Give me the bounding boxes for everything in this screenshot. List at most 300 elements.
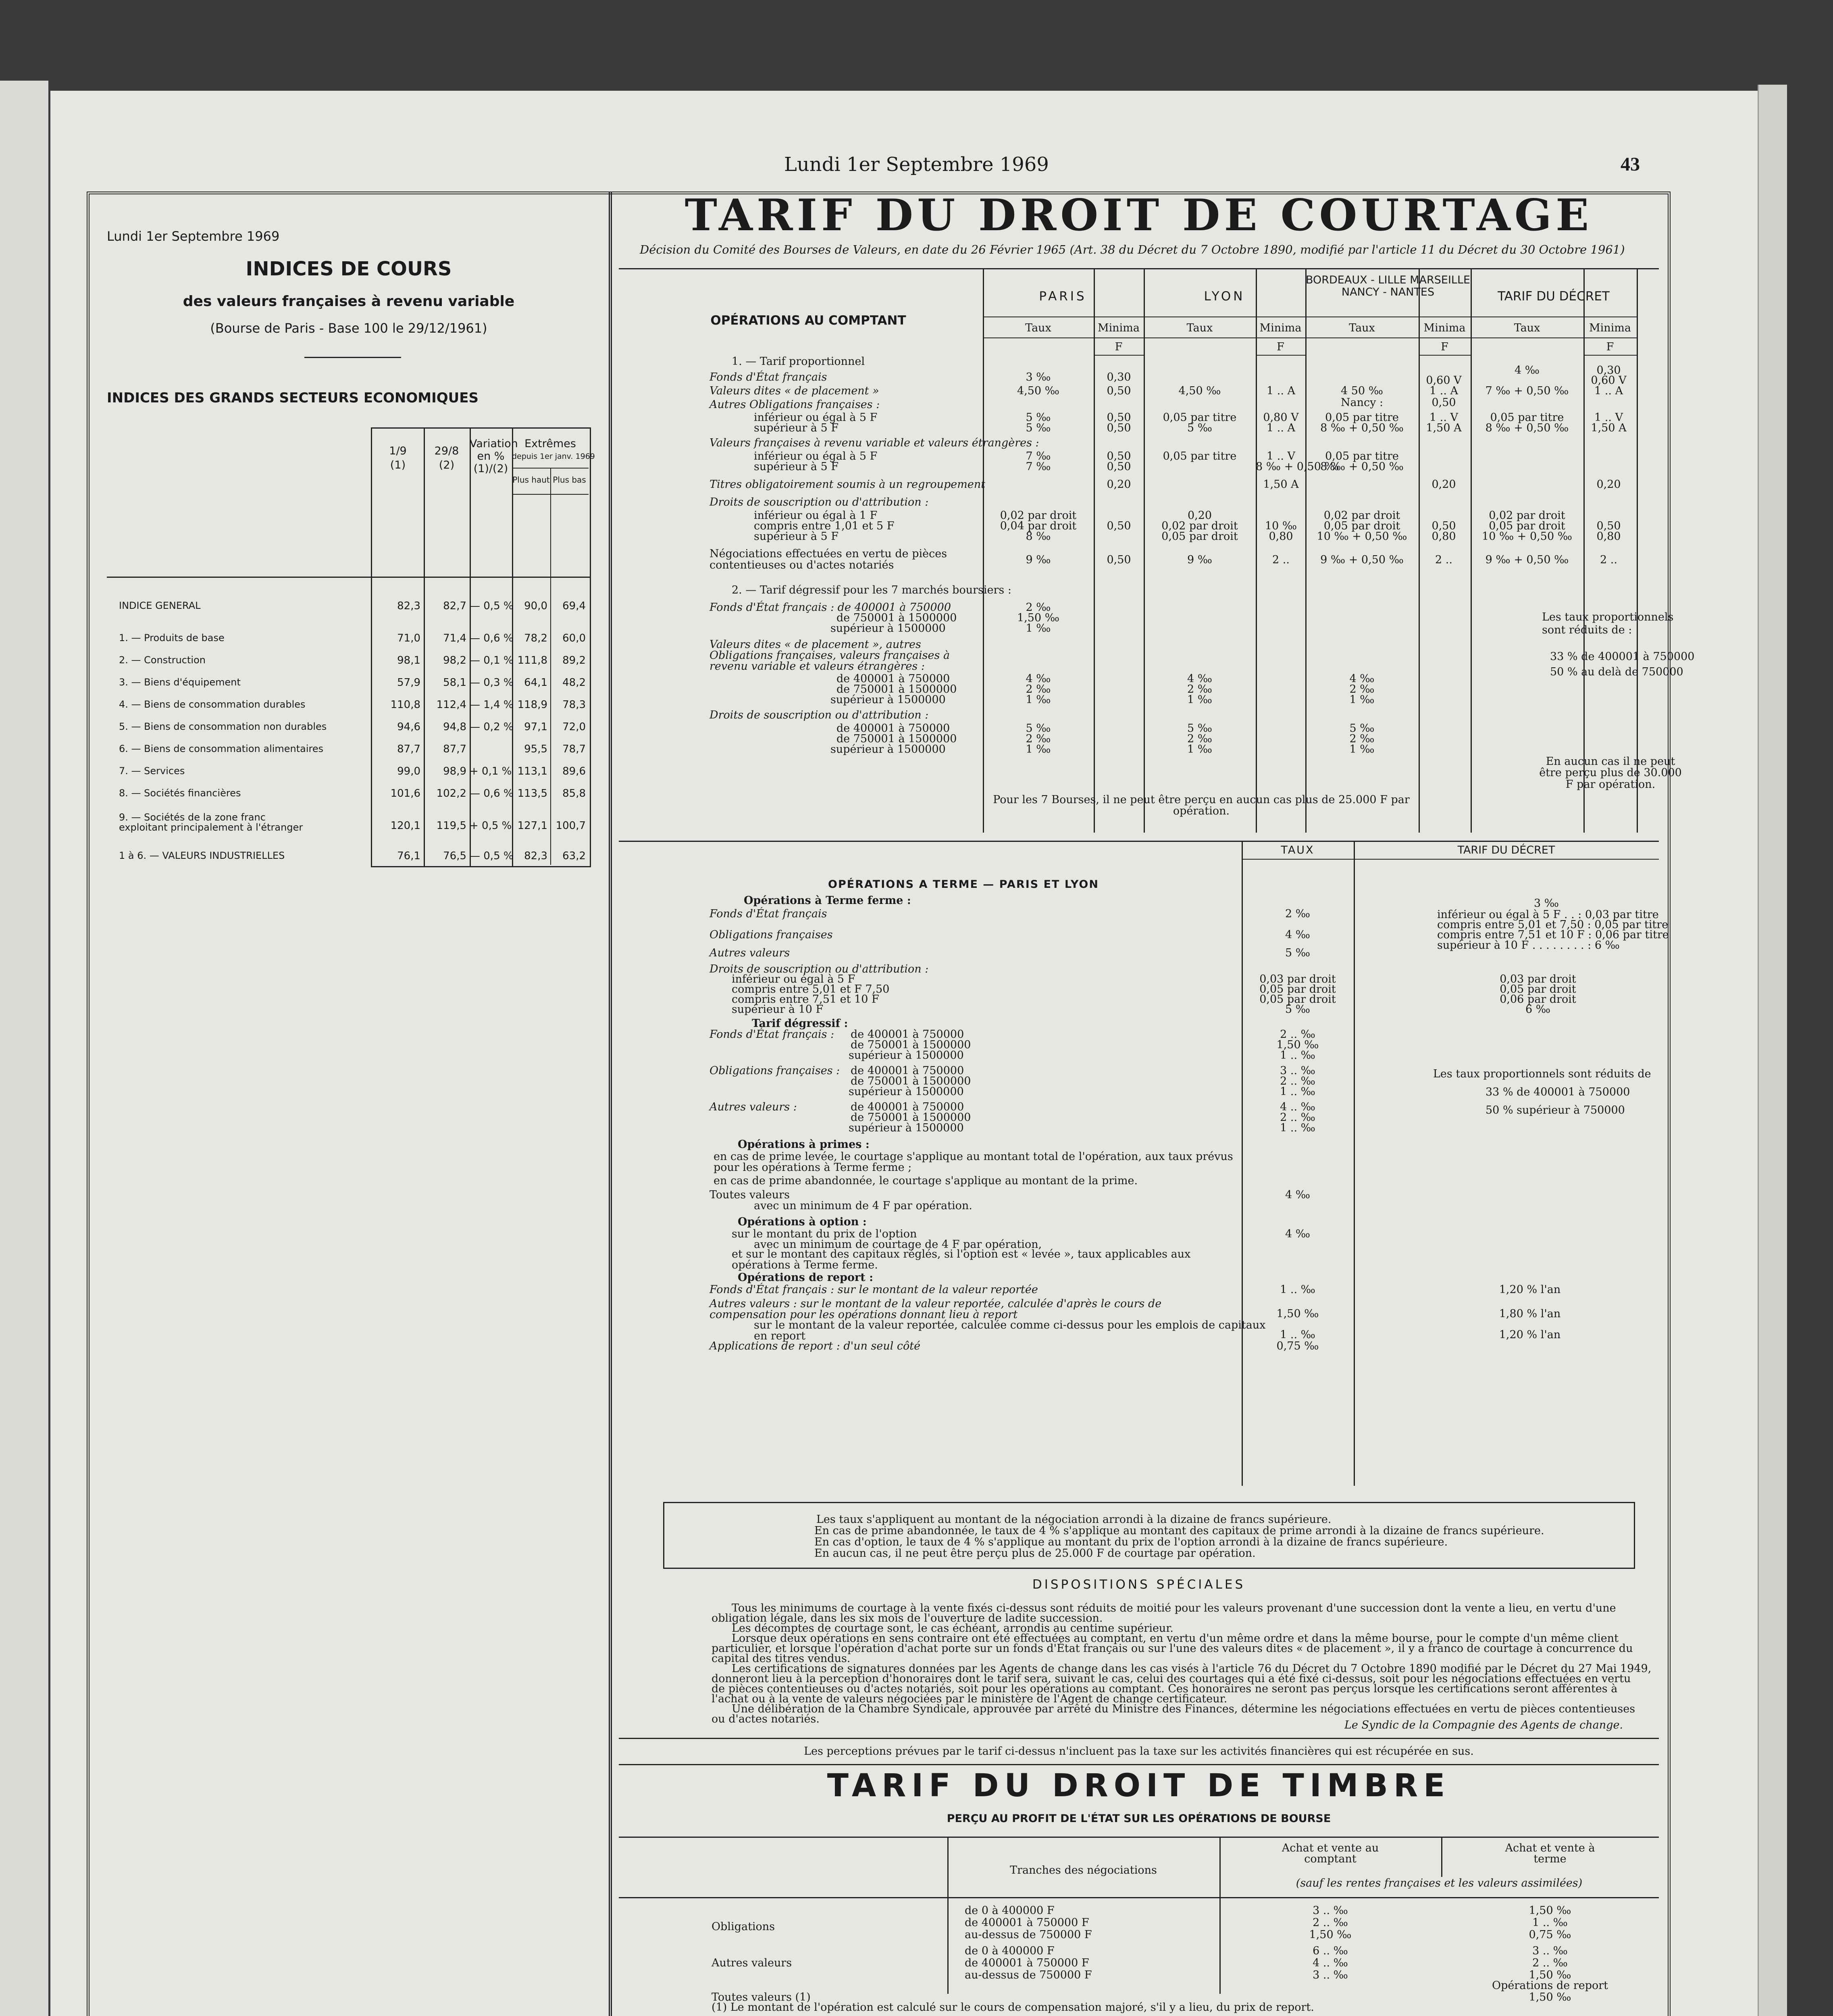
courtage-title: TARIF DU DROIT DE COURTAGE: [685, 190, 1593, 241]
index-row-label: 5. — Biens de consommation non durables: [119, 721, 327, 732]
index-row-v2: 112,4: [436, 699, 466, 711]
comptant-cell-lyon: 0,02 par droit: [1161, 520, 1238, 532]
label-101: compris entre 1,01 et 5 F: [754, 520, 895, 532]
terme-degr-group: Fonds d'État français :: [709, 1028, 834, 1041]
label-sup5: supérieur à 5 F: [754, 422, 839, 434]
comptant-cell-paris: 0,30: [1107, 371, 1131, 383]
comptant-cell-bordeaux: 0,50: [1431, 520, 1456, 532]
terme-degr-taux: 1,50 ‰: [1276, 1039, 1319, 1051]
rule: [619, 268, 1659, 269]
speciales-signature: Le Syndic de la Compagnie des Agents de change.: [1344, 1719, 1623, 1731]
index-row-high: 90,0: [524, 600, 547, 612]
comptant-cell-lyon: 2 ..: [1272, 554, 1290, 566]
comptant-cell-paris: 0,50: [1107, 422, 1131, 434]
terme-degr-taux: 4 .. ‰: [1280, 1101, 1315, 1113]
col-29-8-sub: (2): [439, 459, 455, 471]
speciales-line: ou d'actes notariés.: [712, 1713, 820, 1725]
terme-degr-group: Obligations françaises :: [709, 1064, 840, 1077]
note-box-line: Les taux s'appliquent au montant de la négociation arrondi à la dizaine de francs supérieure.: [816, 1513, 1332, 1526]
index-row-v1: 110,8: [390, 699, 420, 711]
col-variation: Variation: [470, 437, 518, 450]
terme-report-decret: 1,20 % l'an: [1499, 1283, 1561, 1296]
timbre-oblig-comptant: 1,50 ‰: [1309, 1929, 1352, 1941]
degr-paris: 2 ‰: [1026, 733, 1051, 745]
terme-line-taux: 4 ‰: [1285, 929, 1310, 941]
note-box-line: En cas de prime abandonnée, le taux de 4 % s'applique au montant des capitaux de prime arrondi à la dizaine de francs supérieure.: [814, 1524, 1544, 1537]
comptant-cell-paris: 5 ‰: [1026, 411, 1051, 424]
comptant-cell-bordeaux: 0,80: [1431, 530, 1456, 543]
comptant-cell-lyon: 1,50 A: [1263, 478, 1299, 491]
index-row-high: 113,1: [517, 765, 547, 777]
minima-label: Minima: [1097, 322, 1140, 334]
label-sup5c: supérieur à 5 F: [754, 530, 839, 543]
label-750: de 750001 à 1500000: [836, 612, 957, 624]
comptant-cell-lyon: 0,05 par titre: [1163, 450, 1237, 462]
index-row-high: 78,2: [524, 632, 547, 644]
index-row-high: 111,8: [517, 654, 547, 666]
index-row-low: 78,7: [562, 743, 586, 755]
terme-ferme: Opérations à Terme ferme :: [744, 894, 911, 907]
col-plus-haut: Plus haut: [512, 475, 550, 485]
label-sup15c: supérieur à 1500000: [830, 743, 946, 756]
index-row-low: 48,2: [562, 677, 586, 689]
rule: [1637, 268, 1638, 833]
terme-option-1: sur le montant du prix de l'option: [732, 1228, 917, 1240]
rule: [1094, 355, 1144, 356]
comptant-cell-lyon: 10 ‰: [1265, 520, 1297, 532]
col-rule: [512, 427, 513, 866]
index-row-v1: 87,7: [397, 743, 420, 755]
rule: [1354, 841, 1355, 1486]
comptant-cell-bordeaux: 8 ‰ + 0,50 ‰: [1320, 460, 1404, 473]
terme-souscr-decret: 6 ‰: [1525, 1003, 1550, 1016]
degr-50: 50 % au delà de 750000: [1550, 666, 1683, 678]
terme-decret-ferme: compris entre 7,51 et 10 F : 0,06 par titre: [1437, 929, 1669, 941]
terme-degr-tranche: de 750001 à 1500000: [851, 1075, 971, 1087]
timbre-tranche: au-dessus de 750000 F: [965, 1929, 1092, 1941]
comptant-cell-decret: 0,05 par titre: [1490, 411, 1564, 424]
timbre-autres-comptant: 6 .. ‰: [1313, 1945, 1348, 1957]
terme-souscr-taux: 0,05 par droit: [1259, 983, 1336, 996]
terme-title: OPÉRATIONS A TERME — PARIS ET LYON: [828, 878, 1099, 891]
col-bordeaux: BORDEAUX - LILLE MARSEILLE NANCY - NANTES: [1305, 274, 1471, 298]
col-extremes: Extrêmes: [524, 437, 576, 450]
taxe-note: Les perceptions prévues par le tarif ci-dessus n'incluent pas la taxe sur les activités financières qui est récupérée en sus.: [804, 1745, 1474, 1758]
terme-col-decret: TARIF DU DÉCRET: [1457, 844, 1555, 856]
terme-report-line: sur le montant de la valeur reportée, calculée comme ci-dessus pour les emplois de capitaux en report: [754, 1319, 1266, 1342]
ops-comptant-title: OPÉRATIONS AU COMPTANT: [710, 313, 906, 328]
label-vplac: Valeurs dites « de placement », autres Obligations françaises, valeurs françaises à revenu variable et valeurs étrangères :: [709, 638, 950, 673]
index-row-low: 89,6: [562, 765, 586, 777]
label-750b: de 750001 à 1500000: [836, 683, 957, 696]
comptant-cell-lyon: 1 .. A: [1266, 385, 1295, 397]
comptant-cell-paris: 0,50: [1107, 450, 1131, 462]
index-row-v1: 76,1: [397, 850, 420, 862]
terme-decret-ferme: 3 ‰: [1534, 897, 1559, 910]
index-row-v2: 87,7: [443, 743, 466, 755]
franc-label: F: [1441, 341, 1448, 353]
rule: [619, 841, 1659, 842]
terme-souscr-taux: 0,05 par droit: [1259, 993, 1336, 1006]
comptant-cell-paris: 0,20: [1107, 478, 1131, 491]
degr-lyon: 5 ‰: [1187, 722, 1212, 735]
comptant-cell-bordeaux: 0,60 V: [1426, 374, 1462, 387]
index-row-v1: 120,1: [390, 820, 420, 832]
timbre-h-terme: Achat et vente à terme: [1505, 1842, 1595, 1865]
speciales-line: Tous les minimums de courtage à la vente fixés ci-dessus sont réduits de moitié pour les valeurs provenant d'une succession dont la vente a lieu, en vertu d'une: [732, 1602, 1616, 1614]
degr-paris: 4 ‰: [1026, 673, 1051, 685]
index-row-low: 63,2: [562, 850, 586, 862]
degr-paris: 5 ‰: [1026, 722, 1051, 735]
speciales-line: l'achat ou à la vente de valeurs négociées par le ministère de l'Agent de change certificateur.: [712, 1693, 1228, 1705]
indices-subtitle: des valeurs françaises à revenu variable: [183, 293, 515, 310]
index-row-label: 1 à 6. — VALEURS INDUSTRIELLES: [119, 850, 285, 861]
comptant-cell-paris: 9 ‰: [1026, 554, 1051, 566]
index-row-label: 2. — Construction: [119, 654, 206, 666]
comptant-cell-decret: 0,05 par droit: [1489, 520, 1565, 532]
terme-toutes: Toutes valeurs: [709, 1189, 790, 1201]
timbre-oblig-comptant: 2 .. ‰: [1313, 1916, 1348, 1929]
comptant-cell-bordeaux: 2 ..: [1435, 554, 1452, 566]
column-divider: [609, 192, 612, 2016]
index-row-label: 3. — Biens d'équipement: [119, 677, 241, 688]
label-souscr: Droits de souscription ou d'attribution :: [709, 496, 929, 508]
terme-degr-tranche: de 400001 à 750000: [851, 1064, 964, 1077]
timbre-oblig-terme: 0,75 ‰: [1529, 1929, 1571, 1941]
index-row-label: 8. — Sociétés financières: [119, 787, 241, 799]
index-row-label: 6. — Biens de consommation alimentaires: [119, 743, 324, 754]
comptant-cell-lyon: 0,05 par titre: [1163, 411, 1237, 424]
terme-line-label: Obligations françaises: [709, 929, 833, 941]
col-extremes-sub: depuis 1er janv. 1969: [512, 452, 595, 461]
index-row-var: — 0,6 %: [470, 787, 514, 800]
speciales-title: DISPOSITIONS SPÉCIALES: [1032, 1577, 1246, 1592]
col-rule: [512, 494, 589, 495]
index-row-v1: 98,1: [397, 654, 420, 666]
comptant-cell-decret: 0,02 par droit: [1489, 509, 1565, 522]
comptant-cell-decret: 2 ..: [1600, 554, 1617, 566]
index-row-low: 85,8: [562, 787, 586, 800]
degr-lyon: 2 ‰: [1187, 683, 1212, 696]
label-fonds2: Fonds d'État français : de 400001 à 750000: [709, 601, 951, 614]
speciales-line: Les certifications de signatures données par les Agents de change dans les cas visés à l'article 76 du Décret du 7 Octobre 1890 modifié par le Décret du 27 Mai 1949,: [732, 1662, 1652, 1675]
terme-line-label: Fonds d'État français: [709, 908, 827, 920]
terme-report-taux: 1,50 ‰: [1276, 1308, 1319, 1320]
comptant-cell-bordeaux: 10 ‰ + 0,50 ‰: [1317, 530, 1407, 543]
comptant-cell-bordeaux: 1 .. V: [1429, 411, 1458, 424]
taux-label: Taux: [1186, 322, 1213, 334]
terme-souscr-line: inférieur ou égal à 5 F: [732, 973, 855, 985]
terme-option-3: et sur le montant des capitaux réglés, si l'option est « levée », taux applicables aux opérations à Terme ferme.: [732, 1248, 1191, 1271]
degr-bordeaux: 2 ‰: [1349, 683, 1375, 696]
speciales-line: obligation légale, dans les six mois de l'ouverture de ladite succession.: [712, 1612, 1103, 1624]
label-placement: Valeurs dites « de placement »: [709, 385, 879, 397]
degr-lyon: 4 ‰: [1187, 673, 1212, 685]
rule: [619, 1897, 1659, 1898]
index-row-v2: 102,2: [436, 787, 466, 800]
terme-degr-tranche: de 750001 à 1500000: [851, 1039, 971, 1051]
label-regroup: Titres obligatoirement soumis à un regroupement: [709, 478, 986, 491]
col-rule: [512, 468, 589, 469]
timbre-autres-comptant: 3 .. ‰: [1313, 1969, 1348, 1981]
speciales-line: de pièces contentieuses ou d'actes notariés, soit pour les opérations au comptant. Ces honoraires ne seront pas perçus lorsque les certifications seront afférentes à: [712, 1683, 1618, 1695]
comptant-cell-decret: 1 .. A: [1594, 385, 1623, 397]
index-row-v2: 82,7: [443, 600, 466, 612]
rule: [1094, 268, 1095, 833]
terme-line-taux: 2 ‰: [1285, 908, 1310, 920]
label-sup5b: supérieur à 5 F: [754, 460, 839, 473]
index-row-high: 127,1: [517, 820, 547, 832]
index-row-high: 118,9: [517, 699, 547, 711]
index-row-v1: 57,9: [397, 677, 420, 689]
timbre-oblig-terme: 1 .. ‰: [1532, 1916, 1568, 1929]
comptant-cell-decret: 0,80: [1596, 530, 1621, 543]
terme-souscr-decret: 0,05 par droit: [1500, 983, 1576, 996]
comptant-cell-decret: 9 ‰ + 0,50 ‰: [1485, 554, 1569, 566]
terme-degr-taux: 1 .. ‰: [1280, 1122, 1315, 1134]
terme-col-taux: TAUX: [1281, 844, 1315, 856]
rule: [619, 1837, 1659, 1838]
degr-lyon: 2 ‰: [1187, 733, 1212, 745]
s2-title: 2. — Tarif dégressif pour les 7 marchés boursiers :: [732, 584, 1011, 596]
terme-report: Opérations de report :: [738, 1271, 874, 1284]
index-row-label: INDICE GENERAL: [119, 600, 201, 611]
table-header-rule: [107, 577, 590, 578]
col-lyon: LYON: [1204, 289, 1245, 304]
comptant-cell-lyon: 9 ‰: [1187, 554, 1212, 566]
terme-souscr-line: supérieur à 10 F: [732, 1003, 824, 1016]
page-number: 43: [1621, 154, 1640, 175]
label-fonds: Fonds d'État français: [709, 371, 827, 383]
timbre-tranche: de 400001 à 750000 F: [965, 1916, 1089, 1929]
degr-lyon: 1 ‰: [1187, 694, 1212, 706]
comptant-cell-bordeaux: 4 50 ‰: [1341, 385, 1383, 397]
terme-line-taux: 5 ‰: [1285, 947, 1310, 959]
franc-label: F: [1277, 341, 1284, 353]
rule: [1471, 268, 1472, 833]
timbre-title: TARIF DU DROIT DE TIMBRE: [827, 1768, 1451, 1804]
index-row-low: 69,4: [562, 600, 586, 612]
comptant-cell-lyon: 0,80 V: [1263, 411, 1299, 424]
index-row-low: 72,0: [562, 721, 586, 733]
terme-degr-tranche: supérieur à 1500000: [849, 1049, 964, 1062]
pour7-note: Pour les 7 Bourses, il ne peut être perçu en aucun cas plus de 25.000 F par opération.: [993, 793, 1410, 818]
terme-option-2: avec un minimum de courtage de 4 F par opération,: [754, 1238, 1042, 1251]
index-row-var: — 0,5 %: [470, 850, 514, 862]
terme-toutes-taux: 4 ‰: [1285, 1189, 1310, 1201]
terme-degr-taux: 2 .. ‰: [1280, 1111, 1315, 1124]
degr-paris: 2 ‰: [1026, 601, 1051, 614]
comptant-cell-lyon: 5 ‰: [1187, 422, 1212, 434]
label-sup15: supérieur à 1500000: [830, 622, 946, 635]
s1-title: 1. — Tarif proportionnel: [732, 355, 865, 368]
label-inf5: inférieur ou égal à 5 F: [754, 411, 878, 424]
facing-page-edge: [0, 81, 48, 2016]
terme-option: Opérations à option :: [738, 1216, 867, 1228]
degr-bordeaux: 5 ‰: [1349, 722, 1375, 735]
aucun-note: En aucun cas il ne peut être perçu plus de 30.000 F par opération.: [1539, 755, 1682, 791]
comptant-cell-paris: 0,50: [1107, 460, 1131, 473]
terme-min4: avec un minimum de 4 F par opération.: [754, 1200, 972, 1212]
rule: [1583, 268, 1585, 833]
comptant-cell-lyon: 0,80: [1269, 530, 1293, 543]
comptant-cell-bordeaux: 8 ‰ + 0,50 ‰: [1320, 422, 1404, 434]
terme-primes-1: en cas de prime levée, le courtage s'applique au montant total de l'opération, aux taux prévus pour les opérations à Terme ferme ;: [714, 1150, 1233, 1174]
degr-bordeaux: 4 ‰: [1349, 673, 1375, 685]
index-row-var: — 0,6 %: [470, 632, 514, 644]
index-row-v1: 82,3: [397, 600, 420, 612]
col-rule: [550, 468, 551, 865]
terme-souscr-decret: 0,03 par droit: [1500, 973, 1576, 985]
speciales-line: Une délibération de la Chambre Syndicale, approuvée par arrêté du Ministre des Finances, détermine les négociations effectuées en vertu de pièces contentieuses: [732, 1703, 1635, 1715]
terme-degr-decret: 50 % supérieur à 750000: [1486, 1104, 1625, 1116]
minima-label: Minima: [1589, 322, 1631, 334]
index-row-var: — 0,5 %: [470, 600, 514, 612]
index-row-label: 7. — Services: [119, 765, 185, 777]
comptant-cell-decret: 1,50 A: [1591, 422, 1627, 434]
terme-degr-taux: 1 .. ‰: [1280, 1085, 1315, 1098]
comptant-cell-paris: 8 ‰: [1026, 530, 1051, 543]
comptant-cell-decret: 0,20: [1596, 478, 1621, 491]
terme-souscr-taux: 5 ‰: [1285, 1003, 1310, 1016]
comptant-cell-decret: 4 ‰: [1515, 364, 1540, 377]
degr-paris: 1 ‰: [1026, 622, 1051, 635]
terme-degr-tranche: supérieur à 1500000: [849, 1122, 964, 1134]
terme-line-label: Autres valeurs: [709, 947, 790, 959]
comptant-cell-decret: 0,60 V: [1591, 374, 1627, 387]
index-row-v2: 58,1: [443, 677, 466, 689]
timbre-autres-comptant: 4 .. ‰: [1313, 1957, 1348, 1969]
label-neg: Négociations effectuées en vertu de pièces contentieuses ou d'actes notariés: [709, 548, 947, 572]
comptant-cell-paris: 0,50: [1107, 520, 1131, 532]
col-paris: PARIS: [1039, 289, 1087, 304]
terme-degr-taux: 2 .. ‰: [1280, 1028, 1315, 1041]
comptant-cell-paris: 4,50 ‰: [1017, 385, 1059, 397]
col-29-8: 29/8: [434, 445, 459, 457]
comptant-cell-lyon: 0,20: [1187, 509, 1212, 522]
comptant-cell-paris: 0,50: [1107, 411, 1131, 424]
comptant-cell-bordeaux: 1 .. A: [1429, 385, 1458, 397]
speciales-line: particulier, et lorsque l'opération d'achat porte sur un fonds d'État français ou sur l'une des valeurs dites « de placement », il y a franco de courtage à concurrence du: [712, 1642, 1633, 1655]
comptant-cell-paris: 0,02 par droit: [1000, 509, 1077, 522]
terme-degr-taux: 2 .. ‰: [1280, 1075, 1315, 1087]
rule: [1419, 268, 1420, 833]
index-row-label: 4. — Biens de consommation durables: [119, 699, 306, 710]
taux-label: Taux: [1349, 322, 1375, 334]
terme-degr-tranche: de 400001 à 750000: [851, 1028, 964, 1041]
label-750c: de 750001 à 1500000: [836, 733, 957, 745]
terme-souscr-taux: 0,03 par droit: [1259, 973, 1336, 985]
title-rule: [304, 357, 401, 358]
comptant-cell-bordeaux: Nancy :: [1340, 396, 1384, 409]
comptant-cell-lyon: 4,50 ‰: [1178, 385, 1221, 397]
col-plus-bas: Plus bas: [553, 475, 586, 485]
degr-bordeaux: 1 ‰: [1349, 694, 1375, 706]
col-decret: TARIF DU DÉCRET: [1498, 289, 1610, 304]
index-row-high: 113,5: [517, 787, 547, 800]
degr-lyon: 1 ‰: [1187, 743, 1212, 756]
indices-title: INDICES DE COURS: [246, 258, 452, 280]
terme-degr-decret: 33 % de 400001 à 750000: [1486, 1086, 1630, 1098]
comptant-cell-lyon: 1 .. A: [1266, 422, 1295, 434]
timbre-toutes: Toutes valeurs (1): [712, 1991, 811, 2004]
terme-report-taux: 1 .. ‰: [1280, 1329, 1315, 1341]
timbre-tranche: de 0 à 400000 F: [965, 1945, 1055, 1957]
timbre-tranche: au-dessus de 750000 F: [965, 1969, 1092, 1981]
terme-primes-2: en cas de prime abandonnée, le courtage s'applique au montant de la prime.: [714, 1175, 1138, 1187]
rule: [1583, 355, 1637, 356]
index-row-low: 78,3: [562, 699, 586, 711]
index-row-high: 97,1: [524, 721, 547, 733]
terme-souscr: Droits de souscription ou d'attribution :: [709, 963, 929, 975]
speciales-line: donneront lieu à la perception d'honoraires dont le tarif sera, suivant le cas, celui des courtages qui a été fixé ci-dessus, soit pour les négociations effectuées en vertu: [712, 1672, 1631, 1685]
speciales-line: Les décomptes de courtage sont, le cas échéant, arrondis au centime supérieur.: [732, 1622, 1173, 1635]
speciales-line: capital des titres vendus.: [712, 1652, 851, 1665]
comptant-cell-paris: 7 ‰: [1026, 460, 1051, 473]
index-row-v1: 71,0: [397, 632, 420, 644]
index-row-var: — 0,3 %: [470, 677, 514, 689]
timbre-h-comptant: Achat et vente au comptant: [1282, 1842, 1379, 1865]
sector-heading: INDICES DES GRANDS SECTEURS ECONOMIQUES: [107, 390, 479, 406]
terme-degr-taux: 3 .. ‰: [1280, 1064, 1315, 1077]
terme-degr-tranche: supérieur à 1500000: [849, 1085, 964, 1098]
index-row-low: 89,2: [562, 654, 586, 666]
label-400c: de 400001 à 750000: [836, 722, 950, 735]
col-variation-sub: en %: [477, 450, 505, 462]
indices-base: (Bourse de Paris - Base 100 le 29/12/1961): [210, 321, 487, 336]
terme-report-line: Fonds d'État français : sur le montant de la valeur reportée: [709, 1283, 1038, 1296]
terme-degr: Tarif dégressif :: [752, 1017, 848, 1030]
comptant-cell-bordeaux: 0,20: [1431, 478, 1456, 491]
terme-souscr-decret: 0,06 par droit: [1500, 993, 1576, 1006]
comptant-cell-bordeaux: 0,05 par titre: [1325, 411, 1399, 424]
comptant-cell-paris: 0,50: [1107, 554, 1131, 566]
index-row-var: — 0,1 %: [470, 654, 514, 666]
taux-label: Taux: [1025, 322, 1051, 334]
label-varetr: Valeurs françaises à revenu variable et valeurs étrangères :: [709, 437, 1039, 449]
rule: [983, 337, 1637, 338]
terme-degr-group: Autres valeurs :: [709, 1101, 797, 1113]
franc-label: F: [1606, 341, 1614, 353]
col-rule: [470, 427, 471, 866]
index-row-low: 60,0: [562, 632, 586, 644]
index-row-v2: 98,9: [443, 765, 466, 777]
col-variation-sub2: (1)/(2): [473, 462, 508, 475]
comptant-cell-decret: 8 ‰ + 0,50 ‰: [1485, 422, 1569, 434]
terme-degr-decret: Les taux proportionnels sont réduits de: [1433, 1068, 1651, 1080]
indices-table-frame: [371, 427, 595, 867]
index-row-high: 82,3: [524, 850, 547, 862]
timbre-oblig-terme: 1,50 ‰: [1529, 1904, 1571, 1917]
comptant-cell-bordeaux: 0,05 par titre: [1325, 450, 1399, 462]
comptant-cell-paris: 7 ‰: [1026, 450, 1051, 462]
terme-souscr-line: compris entre 5,01 et F 7,50: [732, 983, 890, 996]
franc-label: F: [1115, 341, 1123, 353]
comptant-cell-paris: 0,04 par droit: [1000, 520, 1077, 532]
timbre-autres-terme: 2 .. ‰: [1532, 1957, 1568, 1969]
courtage-decision: Décision du Comité des Bourses de Valeurs, en date du 26 Février 1965 (Art. 38 du Décret du 7 Octobre 1890, modifié par l'article 11 du Décret du 30 Octobre 1961): [640, 243, 1625, 256]
degr-paris: 1 ‰: [1026, 743, 1051, 756]
rule: [947, 1837, 949, 1994]
degr-note: Les taux proportionnels sont réduits de :: [1542, 611, 1674, 637]
index-row-label: 9. — Sociétés de la zone franc exploitant principalement à l'étranger: [119, 812, 303, 833]
col-rule: [424, 427, 425, 866]
label-sup15b: supérieur à 1500000: [830, 694, 946, 706]
index-row-var: — 0,2 %: [470, 721, 514, 733]
minima-label: Minima: [1259, 322, 1302, 334]
comptant-cell-bordeaux: 9 ‰ + 0,50 ‰: [1320, 554, 1404, 566]
index-row-v2: 71,4: [443, 632, 466, 644]
